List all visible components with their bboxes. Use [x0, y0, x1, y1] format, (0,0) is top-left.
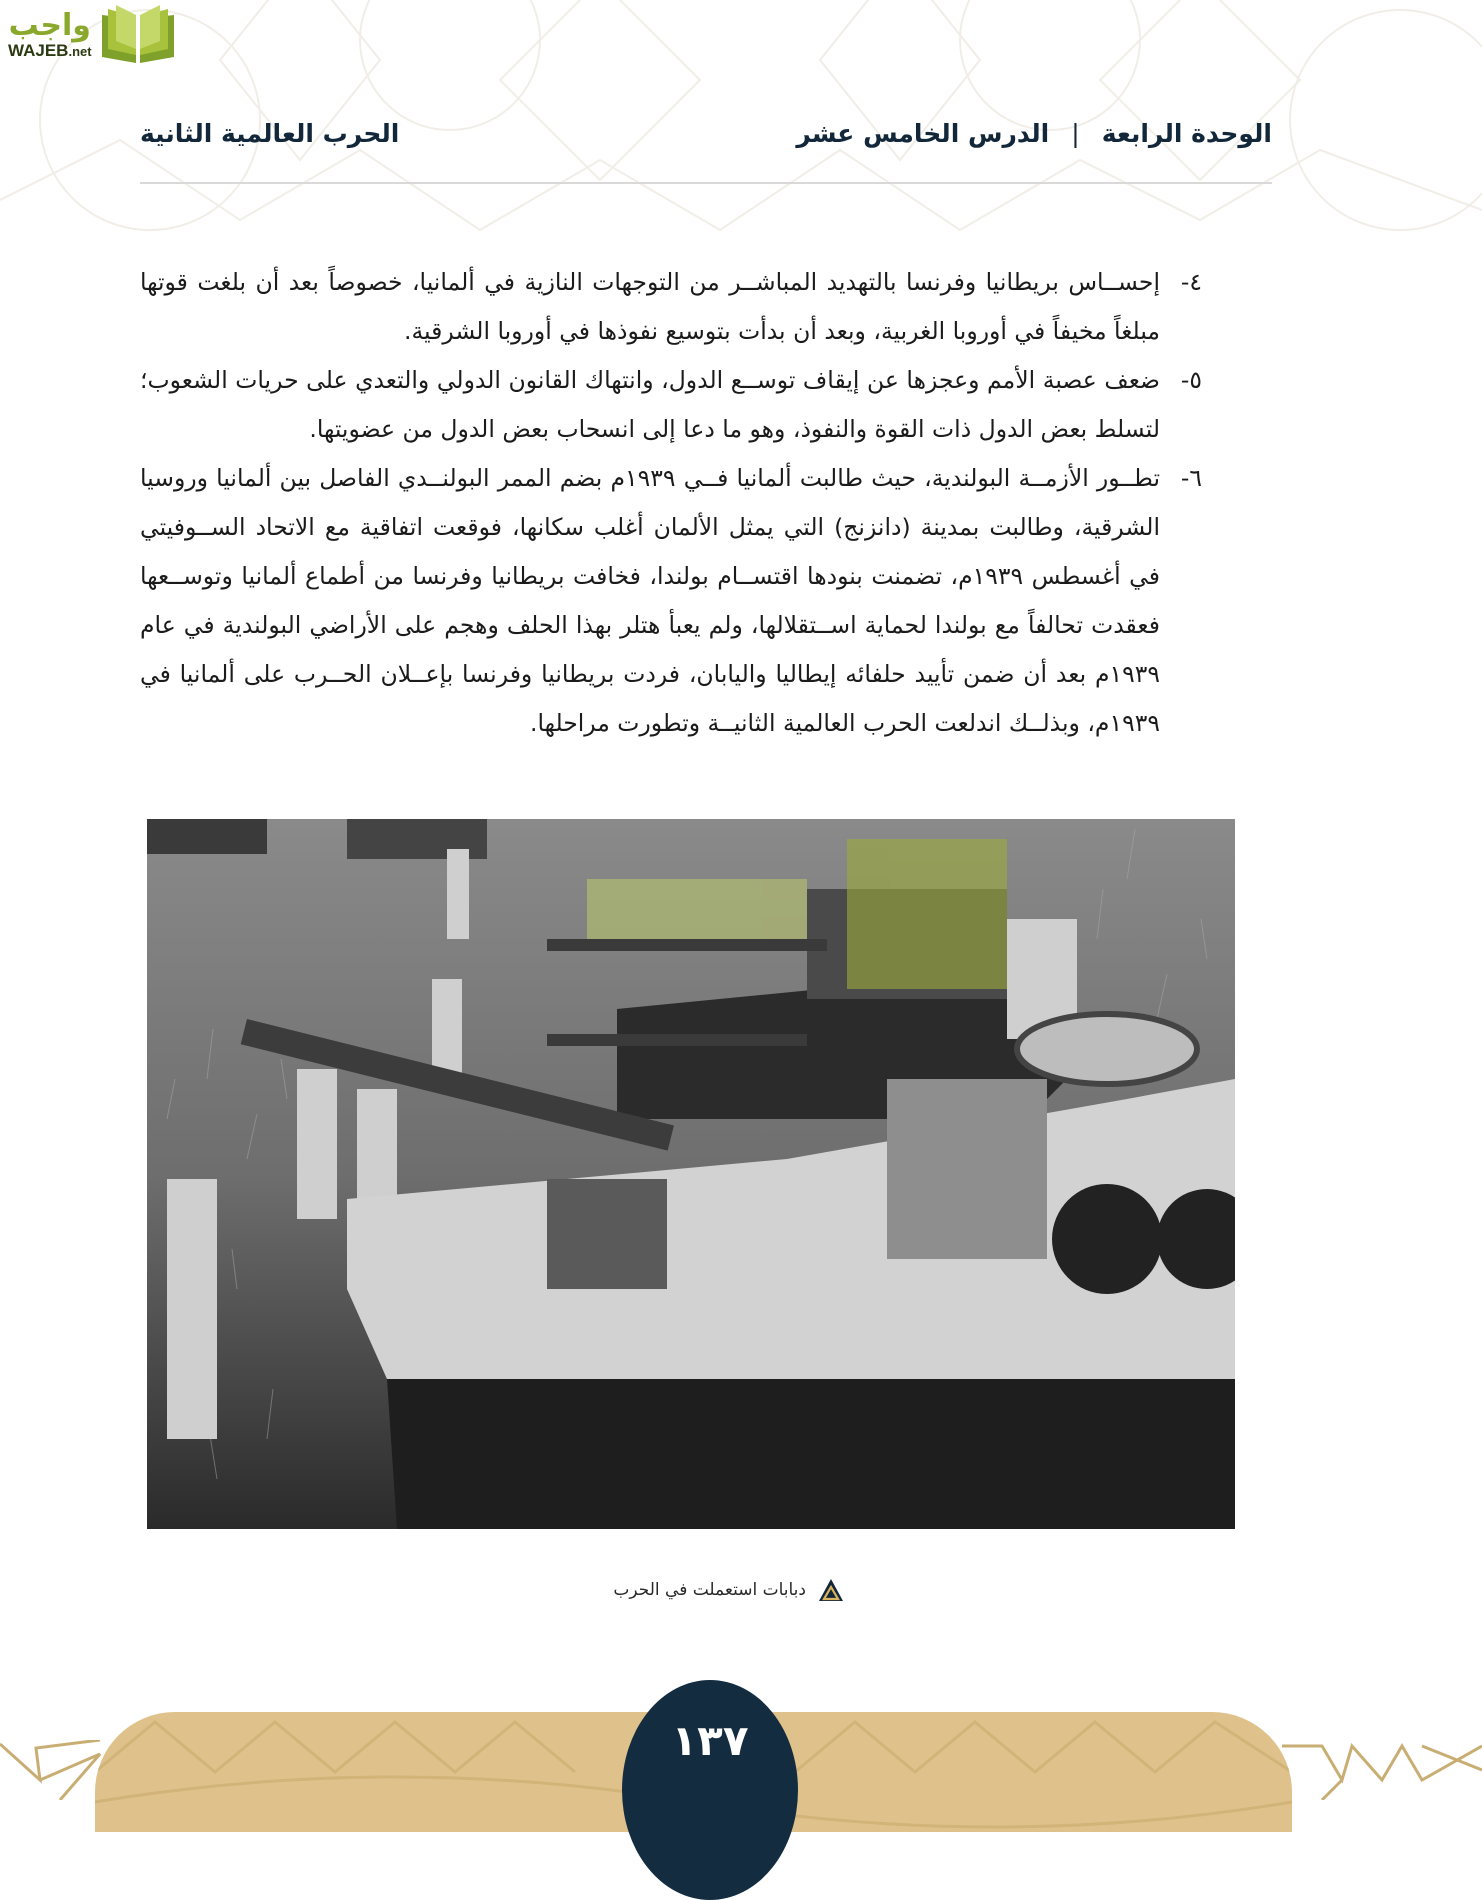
wajeb-logo[interactable] — [8, 4, 198, 66]
item-text: تطــور الأزمــة البولندية، حيث طالبت ألمانيا فــي ١٩٣٩م بضم الممر البولنــدي الفاصل بين ألمانيا وروسيا الشرقية، وطالبت بمدينة (دانزنج) التي يمثل الألمان أغلب سكانها، فوقعت اتفاقية مع الاتحاد الســوفيتي في أغسطس ١٩٣٩م، تضمنت بنودها اقتســام بولندا، فخافت بريطانيا وفرنسا من أطماع ألمانيا وتوســعها فعقدت تحالفاً مع بولندا لحماية اســتقلالها، ولم يعبأ هتلر بهذا الحلف وهجم على الأراضي البولندية في عام ١٩٣٩م بعد أن ضمن تأييد حلفائه إيطاليا واليابان، فردت بريطانيا وفرنسا بإعــلان الحــرب على ألمانيا في ١٩٣٩م، وبذلــك اندلعت الحرب العالمية الثانيــة وتطورت مراحلها. — [140, 464, 1160, 737]
page-number: ١٣٧ — [671, 1716, 749, 1765]
footer-ornament-right — [1282, 1740, 1482, 1800]
list-item — [140, 454, 1202, 748]
page-number-badge — [622, 1680, 798, 1900]
item-number: ٦- — [1180, 464, 1202, 492]
header-breadcrumb — [796, 119, 1272, 148]
figure-caption — [560, 1572, 860, 1608]
open-book-icon — [98, 5, 178, 65]
footer-ornament-left — [0, 1740, 110, 1800]
logo-latin-text: WAJEB.net — [8, 41, 92, 60]
triangle-icon — [818, 1578, 844, 1602]
list-item — [140, 258, 1202, 356]
item-text: إحســاس بريطانيا وفرنسا بالتهديد المباشــر من التوجهات النازية في ألمانيا، خصوصاً بعد أن بلغت قوتها مبلغاً مخيفاً في أوروبا الغربية، وبعد أن بدأت بتوسيع نفوذها في أوروبا الشرقية. — [140, 268, 1160, 345]
item-text: ضعف عصبة الأمم وعجزها عن إيقاف توســع الدول، وانتهاك القانون الدولي والتعدي على حريات الشعوب؛ لتسلط بعض الدول ذات القوة والنفوذ، وهو ما دعا إلى انسحاب بعض الدول من عضويتها. — [140, 366, 1160, 443]
item-number: ٥- — [1180, 366, 1202, 394]
logo-arabic-text: واجب — [8, 8, 91, 43]
list-item — [140, 356, 1202, 454]
header-divider — [140, 182, 1272, 184]
page-header — [140, 108, 1272, 158]
caption-text: دبابات استعملت في الحرب — [613, 1580, 806, 1600]
lesson-title: الدرس الخامس عشر — [796, 118, 1050, 148]
unit-title: الوحدة الرابعة — [1101, 118, 1272, 148]
item-number: ٤- — [1180, 268, 1202, 296]
header-separator: | — [1071, 118, 1080, 148]
lesson-body — [140, 258, 1202, 748]
topic-title: الحرب العالمية الثانية — [140, 118, 400, 148]
tanks-photo — [147, 819, 1235, 1529]
